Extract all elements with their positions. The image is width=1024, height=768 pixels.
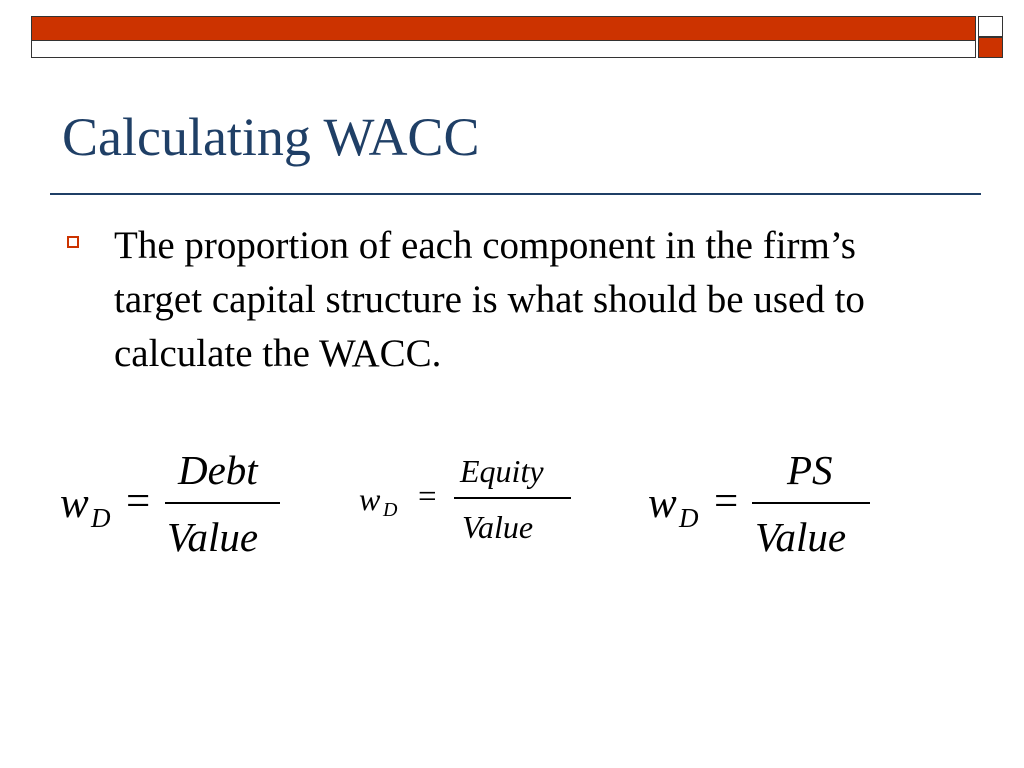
formula-lhs-var: w — [648, 480, 677, 527]
formula-equals: = — [126, 478, 151, 525]
fraction-bar — [454, 497, 571, 499]
header-band — [31, 16, 976, 58]
formula-equals: = — [714, 478, 739, 525]
hollow-square-bullet-icon — [67, 236, 79, 248]
header-accent-bar — [32, 17, 975, 41]
formula-numerator: PS — [787, 447, 833, 493]
title-rule — [50, 193, 981, 195]
formula-denominator: Value — [167, 514, 259, 560]
header-corner-box-top — [978, 16, 1003, 37]
bullet-text: The proportion of each component in the firm’s target capital structure is what should be used to calculate the WACC. — [114, 224, 865, 375]
formula-lhs-sub: D — [383, 499, 398, 521]
fraction-bar — [752, 502, 870, 504]
fraction-bar — [165, 502, 280, 504]
header-corner-box-bottom — [978, 37, 1003, 58]
formula-numerator: Debt — [178, 447, 258, 493]
formula-numerator: Equity — [460, 453, 544, 489]
formula-lhs-var: w — [60, 480, 89, 527]
formula-equals: = — [418, 479, 437, 515]
formula-lhs-sub: D — [91, 503, 111, 533]
slide-title: Calculating WACC — [62, 107, 480, 167]
formula-denominator: Value — [755, 514, 847, 560]
formula-lhs-sub: D — [679, 503, 699, 533]
formula-denominator: Value — [462, 509, 534, 545]
formula-lhs-var: w — [359, 481, 381, 517]
